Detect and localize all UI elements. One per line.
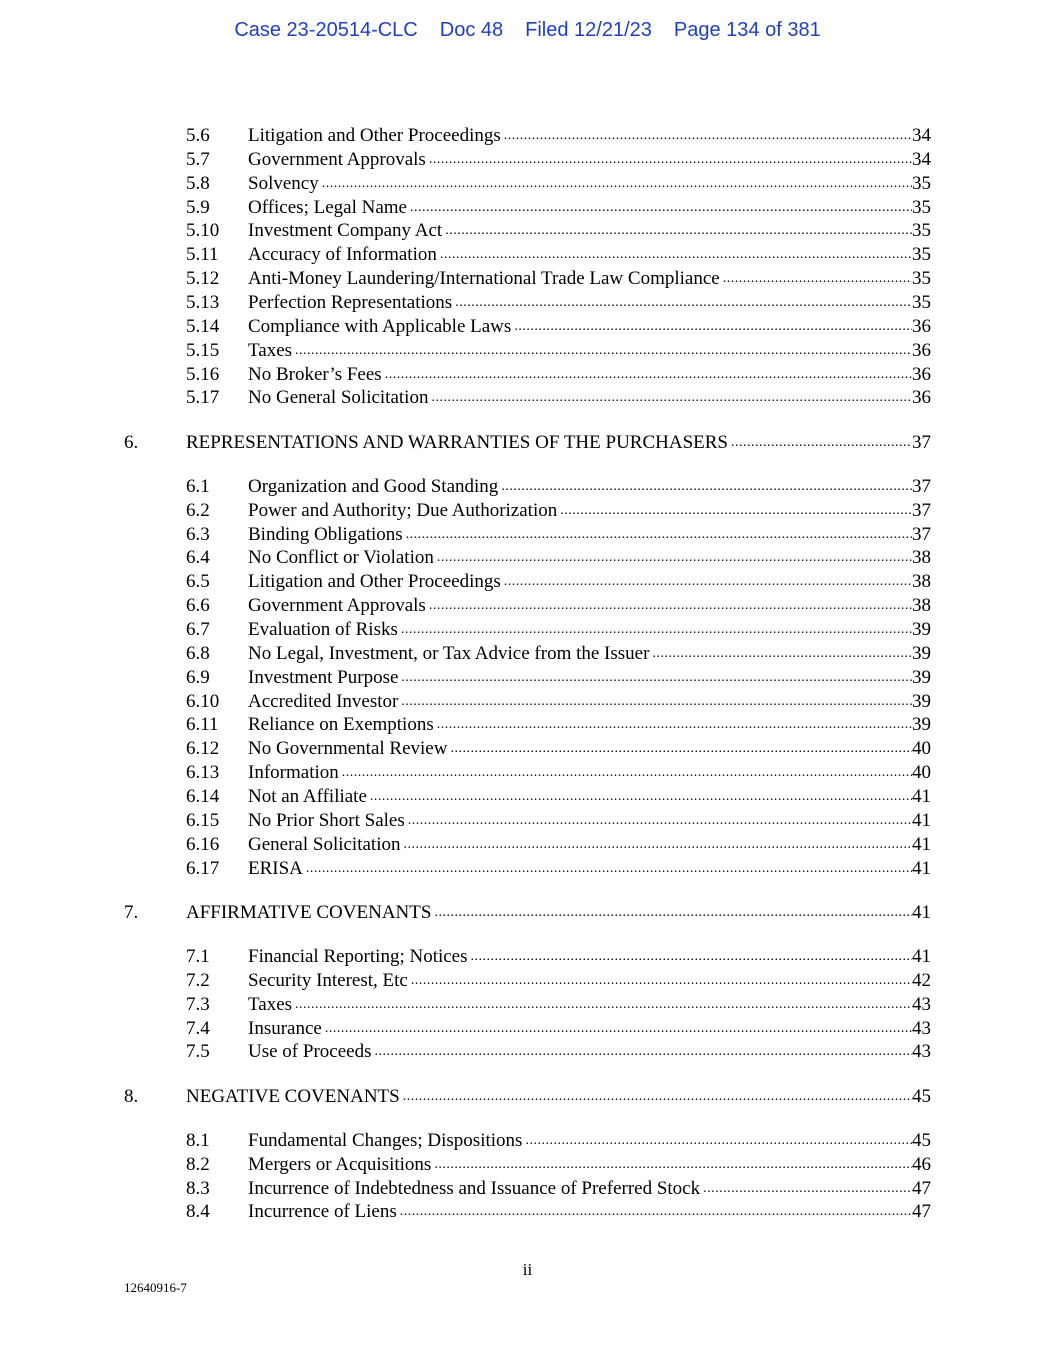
dot-leader bbox=[445, 219, 912, 243]
toc-entry bbox=[0, 993, 1055, 1017]
dot-leader bbox=[525, 1129, 912, 1153]
toc-entry-page: 37 bbox=[912, 499, 931, 521]
toc-section bbox=[0, 1085, 1055, 1109]
toc-entry-page: 36 bbox=[912, 387, 931, 409]
toc-entry bbox=[0, 315, 1055, 339]
toc-entry-line bbox=[248, 642, 931, 666]
dot-leader bbox=[403, 833, 912, 857]
toc-entry-number: 6.6 bbox=[186, 595, 210, 617]
toc-entry bbox=[0, 1129, 1055, 1153]
toc-entry-number: 6.4 bbox=[186, 547, 210, 569]
toc-entry-number: 5.14 bbox=[186, 315, 220, 337]
toc-entry-line bbox=[248, 1040, 931, 1064]
toc-entry-number: 5.10 bbox=[186, 220, 220, 242]
toc-entry bbox=[0, 857, 1055, 881]
toc-entry-number: 6.1 bbox=[186, 475, 210, 497]
toc-entry-number: 6.16 bbox=[186, 833, 220, 855]
toc-section bbox=[0, 901, 1055, 925]
toc-entry-line bbox=[248, 833, 931, 857]
toc-entry-page: 46 bbox=[912, 1153, 931, 1175]
toc-entry-title: No Legal, Investment, or Tax Advice from the Issuer bbox=[248, 642, 650, 664]
toc-entry-number: 6.7 bbox=[186, 619, 210, 640]
toc-entry-number: 6. bbox=[124, 431, 139, 453]
toc-entry-page: 38 bbox=[912, 595, 931, 617]
toc-entry-number: 6.9 bbox=[186, 666, 210, 688]
dot-leader bbox=[325, 1017, 912, 1041]
toc-entry-line bbox=[248, 475, 931, 499]
dot-leader bbox=[440, 243, 912, 267]
toc-entry bbox=[0, 339, 1055, 363]
toc-entry-page: 34 bbox=[912, 148, 931, 170]
toc-entry bbox=[0, 594, 1055, 618]
toc-entry-title: Taxes bbox=[248, 339, 293, 361]
toc-entry-page: 41 bbox=[912, 809, 931, 831]
toc-entry-title: Organization and Good Standing bbox=[248, 475, 499, 497]
dot-leader bbox=[431, 386, 912, 410]
toc-entry-title: Government Approvals bbox=[248, 148, 426, 170]
toc-entry-page: 37 bbox=[912, 431, 931, 453]
toc-entry-title: Information bbox=[248, 762, 339, 784]
toc-entry bbox=[0, 499, 1055, 523]
toc-entry-title: Accuracy of Information bbox=[248, 244, 437, 266]
toc-entry-line bbox=[248, 618, 931, 642]
toc-entry-line bbox=[186, 431, 931, 455]
toc-entry-number: 5.8 bbox=[186, 172, 210, 194]
toc-entry-line bbox=[248, 1200, 931, 1224]
dot-leader bbox=[450, 737, 912, 761]
toc-entry-number: 5.6 bbox=[186, 125, 210, 146]
toc-entry-title: Solvency bbox=[248, 172, 319, 194]
toc-entry-title: Financial Reporting; Notices bbox=[248, 946, 468, 967]
dot-leader bbox=[322, 172, 912, 196]
dot-leader bbox=[504, 124, 912, 148]
dot-leader bbox=[437, 546, 912, 570]
toc-entry-title: Investment Purpose bbox=[248, 666, 399, 688]
toc-entry-number: 7.2 bbox=[186, 969, 210, 991]
toc-entry bbox=[0, 945, 1055, 969]
toc-entry-title: Insurance bbox=[248, 1017, 322, 1039]
dot-leader bbox=[411, 969, 912, 993]
toc-entry-title: AFFIRMATIVE COVENANTS bbox=[186, 901, 432, 923]
toc-entry-line bbox=[248, 196, 931, 220]
dot-leader bbox=[342, 761, 912, 785]
toc-entry bbox=[0, 196, 1055, 220]
toc-entry-line bbox=[248, 969, 931, 993]
dot-leader bbox=[401, 618, 912, 642]
dot-leader bbox=[403, 1085, 912, 1109]
toc-entry-number: 8.4 bbox=[186, 1201, 210, 1223]
toc-entry-number: 7.5 bbox=[186, 1041, 210, 1063]
dot-leader bbox=[501, 475, 912, 499]
toc-entry bbox=[0, 1017, 1055, 1041]
toc-entry-line bbox=[248, 857, 931, 881]
dot-leader bbox=[306, 857, 912, 881]
toc-entry bbox=[0, 148, 1055, 172]
toc-entry-line bbox=[248, 785, 931, 809]
toc-entry-page: 42 bbox=[912, 969, 931, 991]
toc-entry-title: Mergers or Acquisitions bbox=[248, 1153, 432, 1175]
toc-entry-title: Litigation and Other Proceedings bbox=[248, 125, 501, 146]
toc-entry-line bbox=[248, 594, 931, 618]
toc-entry-number: 6.5 bbox=[186, 571, 210, 593]
toc-entry-number: 6.10 bbox=[186, 690, 220, 712]
toc-entry-page: 43 bbox=[912, 993, 931, 1015]
toc-entry bbox=[0, 713, 1055, 737]
case-header bbox=[0, 19, 1055, 42]
toc-entry-number: 8.3 bbox=[186, 1177, 210, 1199]
toc-entry-line bbox=[248, 737, 931, 761]
toc-entry-page: 45 bbox=[912, 1085, 931, 1107]
toc-entry-title: Reliance on Exemptions bbox=[248, 714, 434, 736]
toc-entry bbox=[0, 243, 1055, 267]
toc-entry-page: 34 bbox=[912, 125, 931, 146]
dot-leader bbox=[295, 339, 912, 363]
toc-entry-page: 35 bbox=[912, 244, 931, 266]
toc-entry-number: 6.13 bbox=[186, 762, 220, 784]
toc-entry-number: 5.15 bbox=[186, 339, 220, 361]
toc-entry bbox=[0, 291, 1055, 315]
toc-entry-number: 5.9 bbox=[186, 196, 210, 218]
dot-leader bbox=[703, 1177, 912, 1201]
toc-entry-title: Fundamental Changes; Dispositions bbox=[248, 1129, 523, 1151]
toc-entry-title: Not an Affiliate bbox=[248, 785, 367, 807]
dot-leader bbox=[370, 785, 912, 809]
toc-entry-title: Security Interest, Etc bbox=[248, 969, 408, 991]
toc-entry-number: 6.17 bbox=[186, 857, 220, 879]
toc-entry-number: 5.13 bbox=[186, 291, 220, 313]
dot-leader bbox=[400, 1200, 912, 1224]
toc-entry-number: 6.12 bbox=[186, 738, 220, 760]
toc-entry-line bbox=[248, 339, 931, 363]
toc-entry-line bbox=[248, 315, 931, 339]
toc-entry-page: 41 bbox=[912, 785, 931, 807]
toc-entry-line bbox=[248, 363, 931, 387]
toc-entry-title: Evaluation of Risks bbox=[248, 619, 398, 640]
toc-entry-number: 7.1 bbox=[186, 946, 210, 967]
toc-entry-page: 39 bbox=[912, 619, 931, 640]
toc-entry-line bbox=[248, 570, 931, 594]
toc-entry-page: 41 bbox=[912, 901, 931, 923]
toc-entry-title: Use of Proceeds bbox=[248, 1041, 372, 1063]
toc-entry-page: 39 bbox=[912, 714, 931, 736]
toc-entry-page: 35 bbox=[912, 268, 931, 290]
toc-entry-page: 41 bbox=[912, 857, 931, 879]
toc-entry-page: 36 bbox=[912, 315, 931, 337]
toc-entry-title: NEGATIVE COVENANTS bbox=[186, 1085, 400, 1107]
toc-entry bbox=[0, 618, 1055, 642]
toc-entry-line bbox=[248, 690, 931, 714]
toc-entry-title: No Broker’s Fees bbox=[248, 363, 382, 385]
page-number: ii bbox=[522, 1260, 533, 1279]
dot-leader bbox=[434, 901, 912, 925]
toc-entry bbox=[0, 363, 1055, 387]
toc-entry-title: No General Solicitation bbox=[248, 387, 429, 409]
toc-entry-title: No Governmental Review bbox=[248, 738, 448, 760]
toc-entry-title: No Conflict or Violation bbox=[248, 547, 434, 569]
toc-entry-line bbox=[248, 172, 931, 196]
dot-leader bbox=[504, 570, 912, 594]
toc-entry-page: 43 bbox=[912, 1017, 931, 1039]
toc-entry-line bbox=[248, 546, 931, 570]
toc-entry-page: 47 bbox=[912, 1201, 931, 1223]
toc-entry-title: ERISA bbox=[248, 857, 303, 879]
toc-entry-number: 6.11 bbox=[186, 714, 219, 736]
toc-entry-line bbox=[248, 1017, 931, 1041]
toc-entry bbox=[0, 690, 1055, 714]
toc-entry bbox=[0, 833, 1055, 857]
toc-entry bbox=[0, 785, 1055, 809]
toc-entry-title: Taxes bbox=[248, 993, 293, 1015]
dot-leader bbox=[652, 642, 912, 666]
dot-leader bbox=[434, 1153, 912, 1177]
dot-leader bbox=[410, 196, 912, 220]
dot-leader bbox=[471, 945, 912, 969]
toc-entry bbox=[0, 1153, 1055, 1177]
toc-entry-number: 5.11 bbox=[186, 244, 219, 266]
toc-entry-page: 41 bbox=[912, 833, 931, 855]
toc-entry-title: Government Approvals bbox=[248, 595, 426, 617]
toc-entry-title: Incurrence of Liens bbox=[248, 1201, 397, 1223]
toc-entry bbox=[0, 969, 1055, 993]
toc-entry-title: Accredited Investor bbox=[248, 690, 399, 712]
toc-entry bbox=[0, 386, 1055, 410]
filed-date: Filed 12/21/23 bbox=[525, 19, 652, 41]
dot-leader bbox=[429, 594, 912, 618]
toc-entry bbox=[0, 1200, 1055, 1224]
doc-number: Doc 48 bbox=[439, 19, 504, 41]
toc-entry-line bbox=[248, 291, 931, 315]
toc-entry-number: 6.14 bbox=[186, 785, 220, 807]
toc-entry-page: 47 bbox=[912, 1177, 931, 1199]
toc-entry bbox=[0, 666, 1055, 690]
toc-entry bbox=[0, 642, 1055, 666]
toc-entry-line bbox=[248, 267, 931, 291]
toc-entry-line bbox=[248, 148, 931, 172]
toc-entry-number: 7. bbox=[124, 901, 139, 923]
dot-leader bbox=[295, 993, 912, 1017]
dot-leader bbox=[385, 363, 912, 387]
toc-entry-title: Power and Authority; Due Authorization bbox=[248, 499, 558, 521]
toc-entry bbox=[0, 172, 1055, 196]
toc-entry-page: 36 bbox=[912, 363, 931, 385]
toc-entry-line bbox=[248, 523, 931, 547]
dot-leader bbox=[429, 148, 912, 172]
toc-entry bbox=[0, 546, 1055, 570]
toc-entry-title: Anti-Money Laundering/International Trade Law Compliance bbox=[248, 268, 720, 290]
toc-entry-page: 37 bbox=[912, 475, 931, 497]
toc-entry-line bbox=[248, 809, 931, 833]
toc-entry-page: 35 bbox=[912, 172, 931, 194]
toc-entry-line bbox=[186, 1085, 931, 1109]
dot-leader bbox=[401, 690, 912, 714]
toc-entry-number: 5.16 bbox=[186, 363, 220, 385]
toc-entry-page: 43 bbox=[912, 1041, 931, 1063]
toc-entry-line bbox=[248, 219, 931, 243]
toc-entry bbox=[0, 1040, 1055, 1064]
toc-entry bbox=[0, 124, 1055, 148]
toc-entry-title: Litigation and Other Proceedings bbox=[248, 571, 501, 593]
toc-entry-title: Binding Obligations bbox=[248, 523, 403, 545]
toc-entry-line bbox=[248, 761, 931, 785]
toc-entry-title: General Solicitation bbox=[248, 833, 401, 855]
dot-leader bbox=[374, 1040, 912, 1064]
dot-leader bbox=[514, 315, 912, 339]
toc-entry bbox=[0, 267, 1055, 291]
dot-leader bbox=[455, 291, 912, 315]
toc-entry-number: 5.7 bbox=[186, 148, 210, 170]
toc-entry bbox=[0, 761, 1055, 785]
toc-entry-page: 36 bbox=[912, 339, 931, 361]
toc-entry-line bbox=[248, 1129, 931, 1153]
toc-entry-page: 35 bbox=[912, 291, 931, 313]
toc-entry-number: 5.17 bbox=[186, 387, 220, 409]
toc-entry-page: 39 bbox=[912, 690, 931, 712]
toc-entry bbox=[0, 475, 1055, 499]
toc-entry-title: Investment Company Act bbox=[248, 220, 443, 242]
toc-entry-number: 7.3 bbox=[186, 993, 210, 1015]
toc-entry-line bbox=[248, 124, 931, 148]
toc-entry-number: 8.2 bbox=[186, 1153, 210, 1175]
toc-entry-page: 35 bbox=[912, 196, 931, 218]
toc-entry-page: 38 bbox=[912, 571, 931, 593]
case-number: Case 23-20514-CLC bbox=[234, 19, 418, 41]
toc-entry-page: 35 bbox=[912, 220, 931, 242]
toc-entry-number: 7.4 bbox=[186, 1017, 210, 1039]
toc-entry bbox=[0, 219, 1055, 243]
toc-entry-title: Compliance with Applicable Laws bbox=[248, 315, 512, 337]
toc-entry-page: 40 bbox=[912, 762, 931, 784]
toc-entry-line bbox=[248, 713, 931, 737]
document-id: 12640916-7 bbox=[124, 1280, 187, 1295]
page-of-total: Page 134 of 381 bbox=[673, 19, 821, 41]
toc-entry-line bbox=[248, 993, 931, 1017]
toc-section bbox=[0, 431, 1055, 455]
toc-entry-title: Offices; Legal Name bbox=[248, 196, 407, 218]
toc-entry-number: 5.12 bbox=[186, 268, 220, 290]
toc-entry bbox=[0, 570, 1055, 594]
toc-entry-title: REPRESENTATIONS AND WARRANTIES OF THE PURCHASERS bbox=[186, 431, 728, 453]
toc-entry-number: 6.2 bbox=[186, 499, 210, 521]
toc-entry-title: No Prior Short Sales bbox=[248, 809, 405, 831]
toc-entry-page: 39 bbox=[912, 666, 931, 688]
toc-entry-number: 8. bbox=[124, 1085, 139, 1107]
dot-leader bbox=[406, 523, 912, 547]
toc-entry-page: 39 bbox=[912, 642, 931, 664]
toc-entry bbox=[0, 809, 1055, 833]
dot-leader bbox=[408, 809, 912, 833]
dot-leader bbox=[437, 713, 912, 737]
toc-entry-page: 38 bbox=[912, 547, 931, 569]
toc-entry bbox=[0, 1177, 1055, 1201]
toc-entry-line bbox=[248, 666, 931, 690]
toc-entry-page: 37 bbox=[912, 523, 931, 545]
toc-entry-line bbox=[248, 386, 931, 410]
toc-entry-page: 45 bbox=[912, 1129, 931, 1151]
dot-leader bbox=[401, 666, 912, 690]
toc-entry-number: 6.8 bbox=[186, 642, 210, 664]
toc-entry-number: 6.15 bbox=[186, 809, 220, 831]
toc-entry-page: 40 bbox=[912, 738, 931, 760]
toc-entry-line bbox=[248, 945, 931, 969]
toc-entry-line bbox=[248, 243, 931, 267]
toc-entry-line bbox=[248, 499, 931, 523]
toc-entry bbox=[0, 523, 1055, 547]
toc-entry-number: 8.1 bbox=[186, 1129, 210, 1151]
toc-entry bbox=[0, 737, 1055, 761]
toc-entry-line bbox=[248, 1153, 931, 1177]
toc-entry-page: 41 bbox=[912, 946, 931, 967]
toc-entry-line bbox=[186, 901, 931, 925]
toc-entry-number: 6.3 bbox=[186, 523, 210, 545]
dot-leader bbox=[723, 267, 912, 291]
toc-entry-title: Incurrence of Indebtedness and Issuance of Preferred Stock bbox=[248, 1177, 701, 1199]
toc-entry-title: Perfection Representations bbox=[248, 291, 453, 313]
toc-entry-line bbox=[248, 1177, 931, 1201]
dot-leader bbox=[560, 499, 912, 523]
dot-leader bbox=[731, 431, 912, 455]
